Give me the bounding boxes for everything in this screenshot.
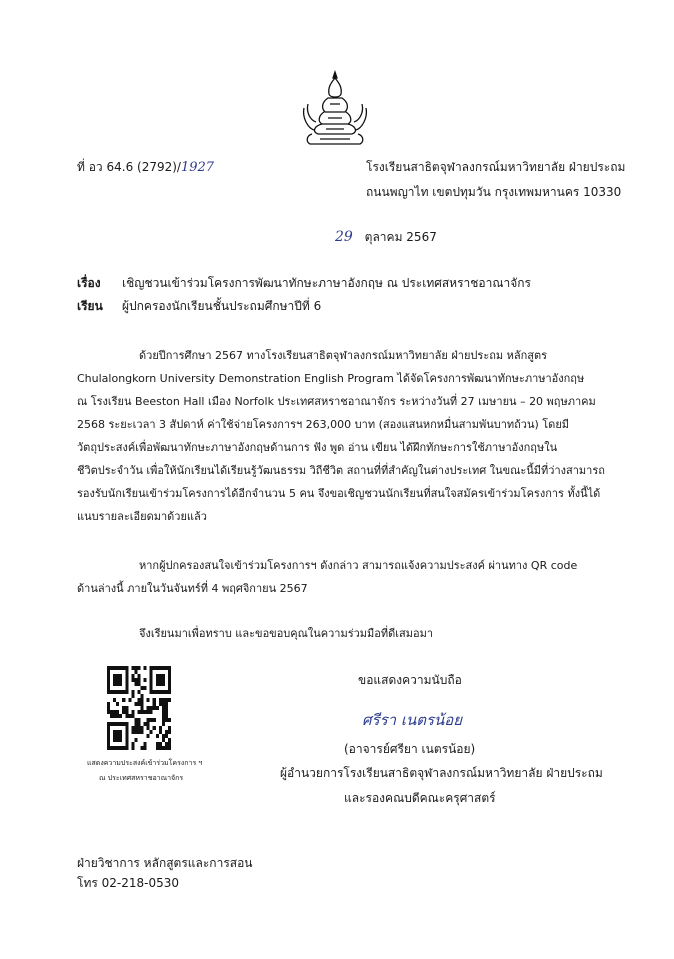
qr-code[interactable] bbox=[107, 666, 171, 750]
qr-module bbox=[134, 666, 137, 670]
qr-module bbox=[113, 690, 116, 694]
qr-module bbox=[137, 702, 140, 706]
closing-text: ขอแสดงความนับถือ bbox=[358, 673, 462, 687]
qr-module bbox=[128, 714, 131, 718]
qr-module bbox=[131, 666, 134, 670]
qr-module bbox=[165, 698, 168, 702]
subject-text: เชิญชวนเข้าร่วมโครงการพัฒนาทักษะภาษาอังกฤษ ณ ประเทศสหราชอาณาจักร bbox=[122, 276, 531, 290]
qr-module bbox=[165, 666, 168, 670]
qr-module bbox=[116, 690, 119, 694]
qr-module bbox=[116, 710, 119, 714]
qr-module bbox=[165, 690, 168, 694]
qr-module bbox=[110, 746, 113, 750]
qr-module bbox=[162, 718, 165, 722]
qr-module bbox=[125, 678, 128, 682]
qr-module bbox=[153, 690, 156, 694]
body-line: ชีวิตประจำวัน เพื่อให้นักเรียนได้เรียนรู้วัฒนธรรม วิถีชีวิต สถานที่ที่สำคัญในต่างประเทศ ในขณะนี้มีที่ว่างสามารถ bbox=[77, 464, 605, 477]
qr-module bbox=[141, 702, 144, 706]
qr-module bbox=[159, 674, 162, 678]
body-paragraph-3 bbox=[139, 622, 433, 645]
qr-module bbox=[153, 698, 156, 702]
qr-module bbox=[141, 746, 144, 750]
qr-module bbox=[141, 710, 144, 714]
qr-module bbox=[147, 722, 150, 726]
qr-module bbox=[137, 726, 140, 730]
qr-module bbox=[125, 746, 128, 750]
qr-module bbox=[107, 734, 110, 738]
date-month-year: ตุลาคม 2567 bbox=[364, 230, 437, 244]
body-line: ด้วยปีการศึกษา 2567 ทางโรงเรียนสาธิตจุฬาลงกรณ์มหาวิทยาลัย ฝ่ายประถม หลักสูตร bbox=[139, 349, 548, 362]
qr-module bbox=[125, 730, 128, 734]
qr-module bbox=[162, 698, 165, 702]
qr-module bbox=[113, 678, 116, 682]
qr-module bbox=[119, 666, 122, 670]
qr-module bbox=[125, 686, 128, 690]
qr-module bbox=[153, 702, 156, 706]
qr-module bbox=[168, 738, 171, 742]
qr-module bbox=[168, 690, 171, 694]
qr-module bbox=[116, 702, 119, 706]
qr-module bbox=[107, 730, 110, 734]
qr-module bbox=[122, 746, 125, 750]
qr-module bbox=[156, 666, 159, 670]
qr-module bbox=[165, 718, 168, 722]
qr-module bbox=[116, 678, 119, 682]
qr-module bbox=[113, 746, 116, 750]
body-line: จึงเรียนมาเพื่อทราบ และขอขอบคุณในความร่วมมือที่ดีเสมอมา bbox=[139, 627, 434, 640]
qr-module bbox=[162, 714, 165, 718]
qr-module bbox=[156, 674, 159, 678]
qr-module bbox=[110, 666, 113, 670]
qr-module bbox=[122, 710, 125, 714]
qr-module bbox=[116, 746, 119, 750]
qr-module bbox=[113, 710, 116, 714]
date-day-handwritten: 29 bbox=[335, 229, 353, 245]
qr-module bbox=[153, 718, 156, 722]
qr-module bbox=[168, 726, 171, 730]
qr-module bbox=[125, 670, 128, 674]
qr-module bbox=[165, 730, 168, 734]
qr-module bbox=[141, 686, 144, 690]
qr-module bbox=[162, 682, 165, 686]
qr-module bbox=[159, 746, 162, 750]
qr-module bbox=[107, 674, 110, 678]
qr-module bbox=[165, 742, 168, 746]
body-line: วัตถุประสงค์เพื่อพัฒนาทักษะภาษาอังกฤษด้านการ ฟัง พูด อ่าน เขียน ได้ฝึกทักษะการใช้ภาษาอังกฤษใน bbox=[77, 441, 558, 454]
qr-module bbox=[131, 714, 134, 718]
qr-module bbox=[119, 730, 122, 734]
qr-module bbox=[107, 746, 110, 750]
qr-module bbox=[116, 674, 119, 678]
qr-module bbox=[147, 718, 150, 722]
qr-module bbox=[110, 710, 113, 714]
qr-module bbox=[125, 690, 128, 694]
qr-module bbox=[162, 746, 165, 750]
qr-caption-line-2: ณ ประเทศสหราชอาณาจักร bbox=[99, 774, 184, 782]
qr-module bbox=[165, 710, 168, 714]
qr-module bbox=[113, 734, 116, 738]
qr-module bbox=[137, 690, 140, 694]
qr-module bbox=[144, 710, 147, 714]
qr-module bbox=[147, 706, 150, 710]
qr-module bbox=[150, 666, 153, 670]
body-line: รองรับนักเรียนเข้าร่วมโครงการได้อีกจำนวน 5 คน จึงขอเชิญชวนนักเรียนที่สนใจสมัครเข้าร่วมโครงการ ทั้งนี้ได้ bbox=[77, 487, 601, 500]
qr-module bbox=[144, 722, 147, 726]
body-line: หากผู้ปกครองสนใจเข้าร่วมโครงการฯ ดังกล่าว สามารถแจ้งความประสงค์ ผ่านทาง QR code bbox=[139, 559, 578, 572]
qr-module bbox=[125, 674, 128, 678]
qr-module bbox=[144, 686, 147, 690]
qr-module bbox=[137, 666, 140, 670]
qr-module bbox=[165, 706, 168, 710]
qr-module bbox=[147, 698, 150, 702]
qr-module bbox=[168, 682, 171, 686]
qr-module bbox=[107, 686, 110, 690]
qr-module bbox=[113, 674, 116, 678]
qr-module bbox=[119, 674, 122, 678]
qr-module bbox=[119, 746, 122, 750]
footer-phone: โทร 02-218-0530 bbox=[77, 876, 179, 890]
qr-module bbox=[116, 734, 119, 738]
qr-module bbox=[165, 714, 168, 718]
qr-module bbox=[134, 726, 137, 730]
subject-label: เรื่อง bbox=[77, 276, 101, 290]
qr-module bbox=[113, 698, 116, 702]
footer-department: ฝ่ายวิชาการ หลักสูตรและการสอน bbox=[77, 856, 253, 870]
qr-module bbox=[122, 706, 125, 710]
qr-module bbox=[107, 710, 110, 714]
qr-module bbox=[141, 730, 144, 734]
qr-module bbox=[131, 742, 134, 746]
qr-module bbox=[156, 690, 159, 694]
qr-module bbox=[159, 666, 162, 670]
body-line: ด้านล่างนี้ ภายในวันจันทร์ที่ 4 พฤศจิกายน 2567 bbox=[77, 582, 308, 595]
qr-module bbox=[168, 698, 171, 702]
qr-module bbox=[159, 682, 162, 686]
qr-module bbox=[107, 678, 110, 682]
qr-module bbox=[162, 738, 165, 742]
reference-handwritten-number: 1927 bbox=[180, 160, 215, 175]
qr-module bbox=[147, 710, 150, 714]
body-line: 2568 ระยะเวลา 3 สัปดาห์ ค่าใช้จ่ายโครงการฯ 263,000 บาท (สองแสนหกหมื่นสามพันบาทถ้วน) โดยมี bbox=[77, 418, 570, 431]
qr-module bbox=[168, 718, 171, 722]
qr-module bbox=[134, 682, 137, 686]
qr-module bbox=[150, 718, 153, 722]
qr-module bbox=[159, 698, 162, 702]
qr-module bbox=[162, 722, 165, 726]
qr-module bbox=[137, 678, 140, 682]
qr-module bbox=[150, 690, 153, 694]
qr-module bbox=[122, 690, 125, 694]
qr-module bbox=[162, 678, 165, 682]
qr-module bbox=[159, 730, 162, 734]
reference-number bbox=[77, 160, 214, 175]
qr-module bbox=[122, 722, 125, 726]
qr-module bbox=[162, 734, 165, 738]
sender-line-2: ถนนพญาไท เขตปทุมวัน กรุงเทพมหานคร 10330 bbox=[366, 185, 622, 199]
qr-module bbox=[153, 666, 156, 670]
qr-module bbox=[110, 690, 113, 694]
qr-module bbox=[119, 682, 122, 686]
qr-module bbox=[150, 730, 153, 734]
qr-module bbox=[144, 746, 147, 750]
recipient-text: ผู้ปกครองนักเรียนชั้นประถมศึกษาปีที่ 6 bbox=[122, 299, 322, 313]
qr-module bbox=[156, 742, 159, 746]
qr-module bbox=[159, 702, 162, 706]
signatory-name: (อาจารย์ศรียา เนตรน้อย) bbox=[344, 742, 476, 756]
qr-module bbox=[168, 674, 171, 678]
sender-line-1: โรงเรียนสาธิตจุฬาลงกรณ์มหาวิทยาลัย ฝ่ายประถม bbox=[366, 160, 626, 174]
qr-module bbox=[119, 678, 122, 682]
qr-module bbox=[125, 682, 128, 686]
qr-module bbox=[131, 746, 134, 750]
school-emblem-icon bbox=[300, 68, 370, 148]
qr-module bbox=[131, 710, 134, 714]
qr-module bbox=[107, 726, 110, 730]
qr-module bbox=[134, 730, 137, 734]
qr-module bbox=[137, 730, 140, 734]
qr-module bbox=[165, 746, 168, 750]
qr-module bbox=[137, 698, 140, 702]
qr-module bbox=[116, 730, 119, 734]
qr-module bbox=[134, 702, 137, 706]
qr-module bbox=[125, 726, 128, 730]
signatory-title-1: ผู้อำนวยการโรงเรียนสาธิตจุฬาลงกรณ์มหาวิทยาลัย ฝ่ายประถม bbox=[280, 766, 603, 780]
qr-module bbox=[168, 746, 171, 750]
qr-module bbox=[159, 726, 162, 730]
qr-module bbox=[147, 734, 150, 738]
qr-module bbox=[134, 718, 137, 722]
qr-module bbox=[162, 674, 165, 678]
qr-module bbox=[119, 722, 122, 726]
qr-module bbox=[141, 726, 144, 730]
qr-module bbox=[113, 714, 116, 718]
qr-module bbox=[168, 678, 171, 682]
qr-module bbox=[159, 742, 162, 746]
qr-module bbox=[119, 690, 122, 694]
qr-module bbox=[156, 734, 159, 738]
qr-module bbox=[131, 694, 134, 698]
qr-module bbox=[156, 678, 159, 682]
qr-module bbox=[116, 738, 119, 742]
qr-module bbox=[141, 694, 144, 698]
qr-module bbox=[110, 722, 113, 726]
letter-date bbox=[335, 230, 437, 244]
qr-module bbox=[113, 666, 116, 670]
qr-module bbox=[125, 738, 128, 742]
qr-caption-line-1: แสดงความประสงค์เข้าร่วมโครงการ ฯ bbox=[87, 759, 203, 767]
qr-module bbox=[134, 738, 137, 742]
qr-module bbox=[168, 670, 171, 674]
qr-module bbox=[153, 706, 156, 710]
qr-module bbox=[107, 742, 110, 746]
qr-module bbox=[125, 714, 128, 718]
qr-module bbox=[162, 702, 165, 706]
qr-module bbox=[147, 726, 150, 730]
qr-module bbox=[168, 742, 171, 746]
qr-module bbox=[150, 686, 153, 690]
body-paragraph-2 bbox=[77, 554, 577, 600]
body-line: Chulalongkorn University Demonstration English Program ได้จัดโครงการพัฒนาทักษะภาษาอังกฤษ bbox=[77, 372, 585, 385]
qr-module bbox=[116, 722, 119, 726]
qr-module bbox=[107, 706, 110, 710]
qr-module bbox=[116, 682, 119, 686]
body-paragraph-1 bbox=[77, 344, 605, 528]
qr-module bbox=[141, 706, 144, 710]
qr-module bbox=[156, 682, 159, 686]
qr-module bbox=[122, 666, 125, 670]
qr-module bbox=[144, 742, 147, 746]
qr-module bbox=[119, 738, 122, 742]
qr-module bbox=[134, 670, 137, 674]
qr-module bbox=[113, 722, 116, 726]
qr-module bbox=[131, 690, 134, 694]
qr-module bbox=[107, 666, 110, 670]
qr-module bbox=[107, 722, 110, 726]
qr-module bbox=[125, 666, 128, 670]
qr-module bbox=[125, 722, 128, 726]
qr-module bbox=[156, 746, 159, 750]
qr-module bbox=[159, 678, 162, 682]
qr-module bbox=[110, 714, 113, 718]
qr-module bbox=[131, 674, 134, 678]
qr-module bbox=[113, 730, 116, 734]
qr-module bbox=[153, 726, 156, 730]
qr-module bbox=[150, 678, 153, 682]
qr-module bbox=[137, 722, 140, 726]
qr-module bbox=[150, 670, 153, 674]
qr-module bbox=[116, 666, 119, 670]
signature-handwritten: ศรีรา เนตรน้อย bbox=[362, 711, 463, 729]
qr-module bbox=[137, 710, 140, 714]
qr-module bbox=[150, 710, 153, 714]
qr-module bbox=[113, 682, 116, 686]
qr-module bbox=[107, 670, 110, 674]
qr-module bbox=[107, 738, 110, 742]
qr-module bbox=[165, 702, 168, 706]
qr-module bbox=[137, 718, 140, 722]
qr-module bbox=[144, 666, 147, 670]
body-line: แนบรายละเอียดมาด้วยแล้ว bbox=[77, 510, 207, 523]
qr-module bbox=[125, 706, 128, 710]
qr-module bbox=[107, 682, 110, 686]
qr-module bbox=[131, 730, 134, 734]
qr-module bbox=[107, 702, 110, 706]
qr-module bbox=[141, 698, 144, 702]
qr-module bbox=[168, 666, 171, 670]
reference-prefix: ที่ อว 64.6 (2792)/ bbox=[77, 160, 181, 174]
qr-module bbox=[159, 690, 162, 694]
qr-module bbox=[122, 698, 125, 702]
qr-module bbox=[156, 706, 159, 710]
qr-module bbox=[131, 678, 134, 682]
qr-module bbox=[168, 686, 171, 690]
qr-module bbox=[134, 722, 137, 726]
signatory-title-2: และรองคณบดีคณะครุศาสตร์ bbox=[344, 791, 496, 805]
qr-module bbox=[113, 738, 116, 742]
qr-module bbox=[125, 710, 128, 714]
qr-module bbox=[165, 734, 168, 738]
qr-module bbox=[162, 690, 165, 694]
qr-module bbox=[150, 682, 153, 686]
body-line: ณ โรงเรียน Beeston Hall เมือง Norfolk ประเทศสหราชอาณาจักร ระหว่างวันที่ 27 เมษายน – 20 พฤษภาคม bbox=[77, 395, 596, 408]
qr-module bbox=[107, 690, 110, 694]
qr-module bbox=[150, 674, 153, 678]
recipient-label: เรียน bbox=[77, 299, 103, 313]
qr-module bbox=[150, 706, 153, 710]
qr-module bbox=[162, 706, 165, 710]
qr-module bbox=[125, 734, 128, 738]
qr-module bbox=[168, 730, 171, 734]
qr-module bbox=[119, 734, 122, 738]
qr-module bbox=[131, 726, 134, 730]
qr-module bbox=[162, 710, 165, 714]
qr-module bbox=[128, 698, 131, 702]
qr-module bbox=[119, 714, 122, 718]
qr-module bbox=[162, 666, 165, 670]
qr-module bbox=[134, 678, 137, 682]
qr-module bbox=[125, 742, 128, 746]
qr-module bbox=[144, 678, 147, 682]
qr-module bbox=[137, 674, 140, 678]
qr-module bbox=[116, 714, 119, 718]
qr-module bbox=[137, 682, 140, 686]
